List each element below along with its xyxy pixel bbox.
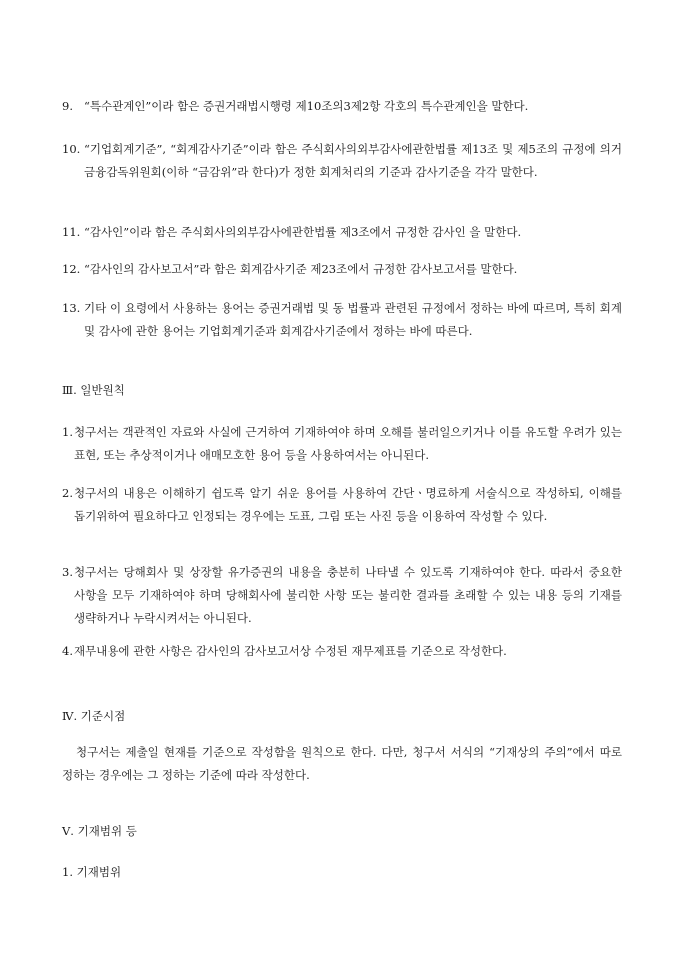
definition-item-12 [62,258,622,281]
definition-number: 13. [62,301,81,315]
definition-text: “감사인”이라 함은 주식회사의외부감사에관한법률 제3조에서 규정한 감사인 을 말한다. [84,225,522,239]
definition-item-10 [62,138,622,184]
definition-text: “기업회계기준”, “회계감사기준”이라 함은 주식회사의외부감사에관한법률 제13조 및 제5조의 규정에 의거 금융감독위원회(이하 “금감위”라 한다)가 정한 회계처리의 기준과 감사기준을 각각 말한다. [84,142,622,179]
definition-item-13 [62,297,622,343]
definition-number: 10. [62,142,81,156]
reference-date-paragraph: 청구서는 제출일 현재를 기준으로 작성함을 원칙으로 한다. 다만, 청구서 서식의 “기재상의 주의”에서 따로 정하는 경우에는 그 정하는 기준에 따라 작성한다. [62,745,622,782]
principle-item-1 [62,421,622,467]
subsection-heading-scope: 1. 기재범위 [62,865,122,879]
principle-number: 1. [62,425,73,439]
principle-number: 4. [62,644,73,658]
definition-text: 기타 이 요령에서 사용하는 용어는 증권거래법 및 동 법률과 관련된 규정에서 정하는 바에 따르며, 특히 회계 및 감사에 관한 용어는 기업회계기준과 회계감사기준에서 정하는 바에 따른다. [84,301,622,338]
principle-number: 2. [62,486,73,500]
principle-text: 청구서는 당해회사 및 상장할 유가증권의 내용을 충분히 나타낼 수 있도록 기재하여야 한다. 따라서 중요한 사항을 모두 기재하여야 하며 당해회사에 불리한 사항 또는 불리한 결과를 초래할 수 있는 내용 등의 기재를 생략하거나 누락시켜서는 아니된다. [74,565,622,625]
principle-text: 청구서는 객관적인 자료와 사실에 근거하여 기재하여야 하며 오해를 불러일으키거나 이를 유도할 우려가 있는 표현, 또는 추상적이거나 애매모호한 용어 등을 사용하여서는 아니된다. [74,425,622,462]
section-heading-general-principles: Ⅲ. 일반원칙 [62,383,125,397]
definition-number: 12. [62,262,81,276]
section-heading-reference-date: Ⅳ. 기준시점 [62,709,126,723]
principle-item-2 [62,482,622,528]
definition-number: 9. [62,99,73,113]
definition-number: 11. [62,225,81,239]
definition-text: “감사인의 감사보고서”라 함은 회계감사기준 제23조에서 규정한 감사보고서를 말한다. [84,262,518,276]
principle-number: 3. [62,565,73,579]
principle-item-4 [62,640,622,663]
principle-text: 청구서의 내용은 이해하기 쉽도록 알기 쉬운 용어를 사용하여 간단ㆍ명료하게 서술식으로 작성하되, 이해를 돕기위하여 필요하다고 인정되는 경우에는 도표, 그림 또는 사진 등을 이용하여 작성할 수 있다. [74,486,622,523]
section-heading-scope: Ⅴ. 기재범위 등 [62,824,137,838]
principle-text: 재무내용에 관한 사항은 감사인의 감사보고서상 수정된 재무제표를 기준으로 작성한다. [74,644,507,658]
definition-text: “특수관계인”이라 함은 증권거래법시행령 제10조의3제2항 각호의 특수관계인을 말한다. [84,99,529,113]
definition-item-11 [62,221,622,244]
definition-item-9 [62,95,622,118]
principle-item-3 [62,561,622,630]
